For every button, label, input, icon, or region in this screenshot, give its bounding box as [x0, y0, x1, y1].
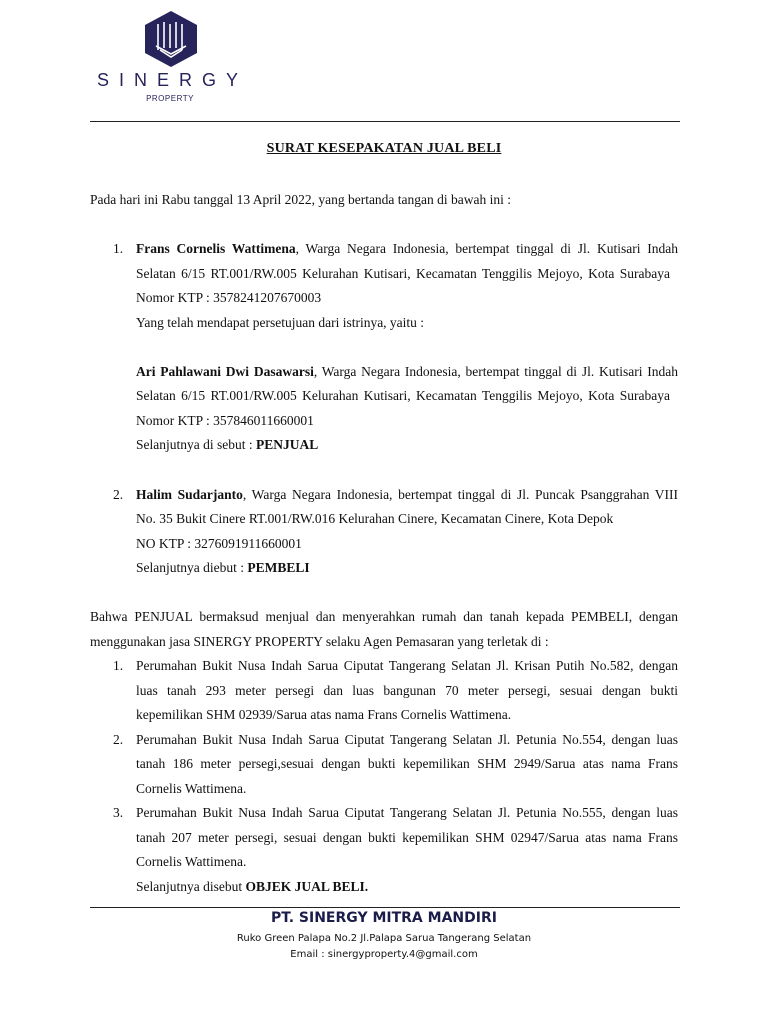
- party1-ktp: Nomor KTP : 3578241207670003: [136, 290, 322, 305]
- spouse-name: Ari Pahlawani Dwi Dasawarsi: [136, 364, 314, 379]
- object2-line2: tanah 186 meter persegi,sesuai dengan bukti kepemilikan SHM 2949/Sarua atas nama Frans: [136, 756, 678, 771]
- footer-email: Email : sinergyproperty.4@gmail.com: [290, 949, 478, 960]
- footer-company: PT. SINERGY MITRA MANDIRI: [271, 910, 497, 926]
- party1-line1: [136, 241, 678, 257]
- object3-number: 3.: [113, 805, 124, 820]
- spouse-line1-rest: , Warga Negara Indonesia, bertempat tinggal di Jl. Kutisari Indah: [313, 364, 678, 379]
- object1-line1: Perumahan Bukit Nusa Indah Sarua Ciputat Tangerang Selatan Jl. Krisan Putih No.582, dengan: [136, 658, 678, 673]
- party1-name: Frans Cornelis Wattimena: [136, 241, 296, 256]
- party2-line1-rest: , Warga Negara Indonesia, bertempat tinggal di Jl. Puncak Psanggrahan VIII: [242, 487, 678, 502]
- object3-line2: tanah 207 meter persegi, sesuai dengan bukti kepemilikan SHM 02947/Sarua atas nama Frans: [136, 830, 678, 845]
- spouse-line2: Selatan 6/15 RT.001/RW.005 Kelurahan Kutisari, Kecamatan Tenggilis Mejoyo, Kota Surabaya: [136, 388, 670, 403]
- sinergy-logo-icon: [142, 10, 200, 68]
- object1-line3: kepemilikan SHM 02939/Sarua atas nama Frans Cornelis Wattimena.: [136, 707, 512, 722]
- header-divider: [90, 121, 680, 122]
- footer-divider: [90, 907, 680, 908]
- intro-text: Pada hari ini Rabu tanggal 13 April 2022, yang bertanda tangan di bawah ini :: [90, 192, 512, 207]
- spouse-ktp: Nomor KTP : 357846011660001: [136, 413, 314, 428]
- spouse-line1: [136, 364, 678, 380]
- object2-line1: Perumahan Bukit Nusa Indah Sarua Ciputat Tangerang Selatan Jl. Petunia No.554, dengan luas: [136, 732, 678, 747]
- party2-role-prefix: Selanjutnya diebut :: [136, 560, 248, 575]
- party2-ktp: NO KTP : 3276091911660001: [136, 536, 302, 551]
- party2-name: Halim Sudarjanto: [136, 487, 243, 502]
- party2-role-line: [136, 560, 310, 576]
- party1-line1-rest: , Warga Negara Indonesia, bertempat tinggal di Jl. Kutisari Indah: [295, 241, 679, 256]
- brand-sub: PROPERTY: [146, 94, 194, 103]
- object3-line1: Perumahan Bukit Nusa Indah Sarua Ciputat Tangerang Selatan Jl. Petunia No.555, dengan luas: [136, 805, 678, 820]
- object-conclusion-term: OBJEK JUAL BELI.: [245, 879, 369, 894]
- purpose-line1: Bahwa PENJUAL bermaksud menjual dan menyerahkan rumah dan tanah kepada PEMBELI, dengan: [90, 609, 678, 624]
- party1-role-prefix: Selanjutnya di sebut :: [136, 437, 256, 452]
- purpose-line2: menggunakan jasa SINERGY PROPERTY selaku Agen Pemasaran yang terletak di :: [90, 634, 549, 649]
- party1-number: 1.: [113, 241, 124, 256]
- object-conclusion: [136, 879, 368, 895]
- object3-line3: Cornelis Wattimena.: [136, 854, 247, 869]
- object2-line3: Cornelis Wattimena.: [136, 781, 247, 796]
- party2-number: 2.: [113, 487, 124, 502]
- object-conclusion-prefix: Selanjutnya disebut: [136, 879, 246, 894]
- brand-name: SINERGY: [96, 70, 249, 90]
- object1-line2: luas tanah 293 meter persegi dan luas bangunan 70 meter persegi, sesuai dengan bukti: [136, 683, 678, 698]
- party2-line2: No. 35 Bukit Cinere RT.001/RW.016 Kelurahan Cinere, Kecamatan Cinere, Kota Depok: [136, 511, 614, 526]
- object2-number: 2.: [113, 732, 124, 747]
- party1-consent: Yang telah mendapat persetujuan dari istrinya, yaitu :: [136, 315, 425, 330]
- document-title: SURAT KESEPAKATAN JUAL BELI: [266, 141, 502, 156]
- party1-role: PENJUAL: [255, 437, 319, 452]
- object1-number: 1.: [113, 658, 124, 673]
- party2-role: PEMBELI: [247, 560, 310, 575]
- footer-address: Ruko Green Palapa No.2 Jl.Palapa Sarua Tangerang Selatan: [236, 933, 532, 944]
- party1-line2: Selatan 6/15 RT.001/RW.005 Kelurahan Kutisari, Kecamatan Tenggilis Mejoyo, Kota Surabaya: [136, 266, 670, 281]
- party1-role-line: [136, 437, 318, 453]
- party2-line1: [136, 487, 678, 503]
